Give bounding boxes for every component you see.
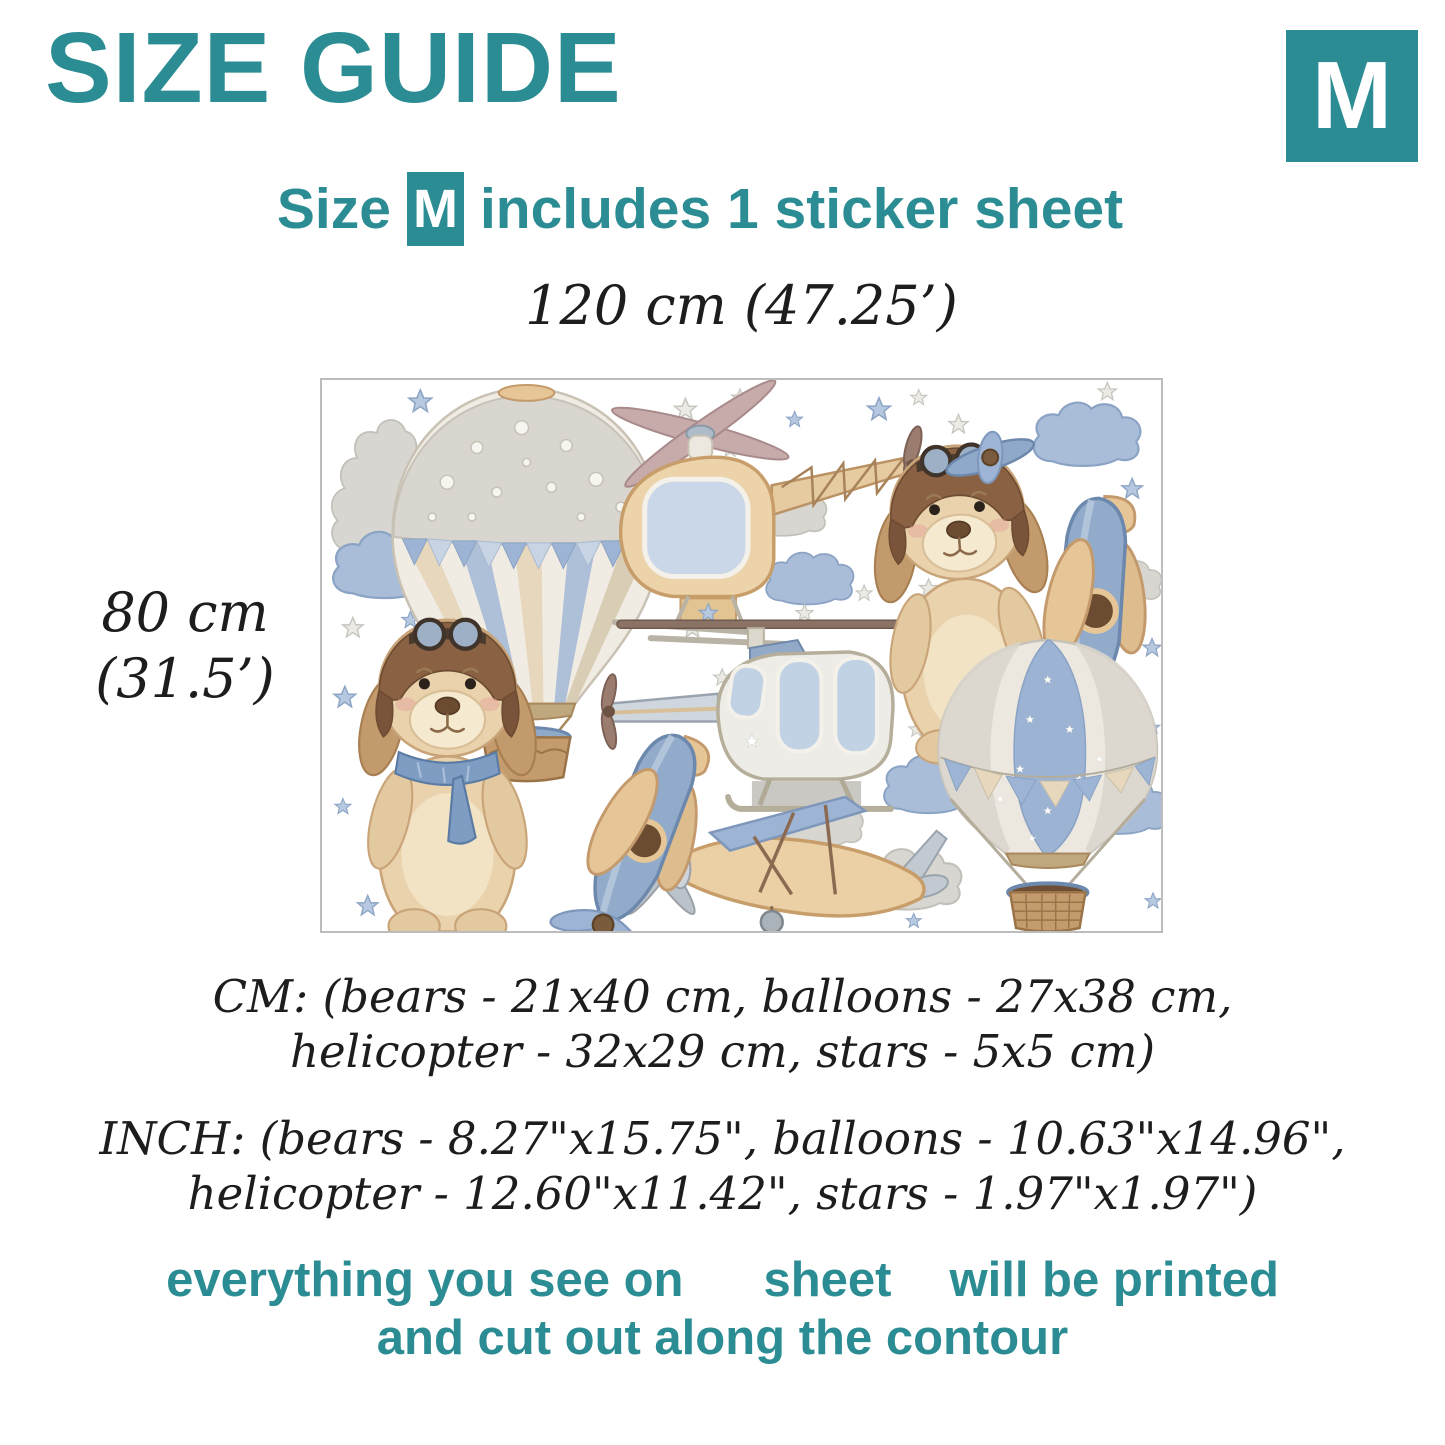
footer-line2: and cut out along the contour: [376, 1310, 1069, 1365]
height-dimension-cm: 80 cm: [101, 581, 269, 644]
sticker-sheet-illustration: [322, 380, 1161, 931]
height-dimension-inch: (31.5’): [95, 646, 275, 710]
footer-part2: sheet: [763, 1253, 892, 1307]
cm-specs-line1: CM: (bears - 21x40 cm, balloons - 27x38 cm,: [212, 970, 1233, 1023]
hot-air-balloon-sticker-2: [939, 640, 1157, 931]
footer-note: [0, 1252, 1445, 1368]
size-badge: [1286, 30, 1418, 162]
cloud-icon: [766, 553, 853, 605]
cloud-icon: [1034, 403, 1141, 466]
subtitle-prefix: Size: [276, 177, 391, 241]
helicopter-sticker: [609, 380, 925, 644]
footer-part3: will be printed: [949, 1253, 1279, 1307]
inch-specs-line2: helicopter - 12.60"x11.42", stars - 1.97"x1.97"): [187, 1166, 1258, 1220]
cm-specs: [0, 970, 1445, 1080]
subtitle-size-badge: [407, 172, 464, 246]
footer-part1: everything you see on: [166, 1253, 684, 1307]
page-title: SIZE GUIDE: [45, 12, 622, 124]
inch-specs: [0, 1112, 1445, 1222]
toy-plane-sticker: [543, 714, 739, 931]
height-dimension-label: [55, 580, 315, 712]
subtitle-size-badge-letter: M: [412, 179, 458, 239]
size-badge-letter: M: [1312, 42, 1392, 149]
footer-line1: [0, 1252, 1445, 1310]
inch-specs-line1: INCH: (bears - 8.27"x15.75", balloons - 10.63"x14.96",: [99, 1112, 1346, 1165]
width-dimension-label: 120 cm (47.25’): [525, 274, 958, 337]
subtitle: [0, 172, 1400, 246]
sticker-sheet: [320, 378, 1163, 933]
cm-specs-line2: helicopter - 32x29 cm, stars - 5x5 cm): [289, 1024, 1156, 1078]
subtitle-suffix: includes 1 sticker sheet: [479, 177, 1124, 241]
